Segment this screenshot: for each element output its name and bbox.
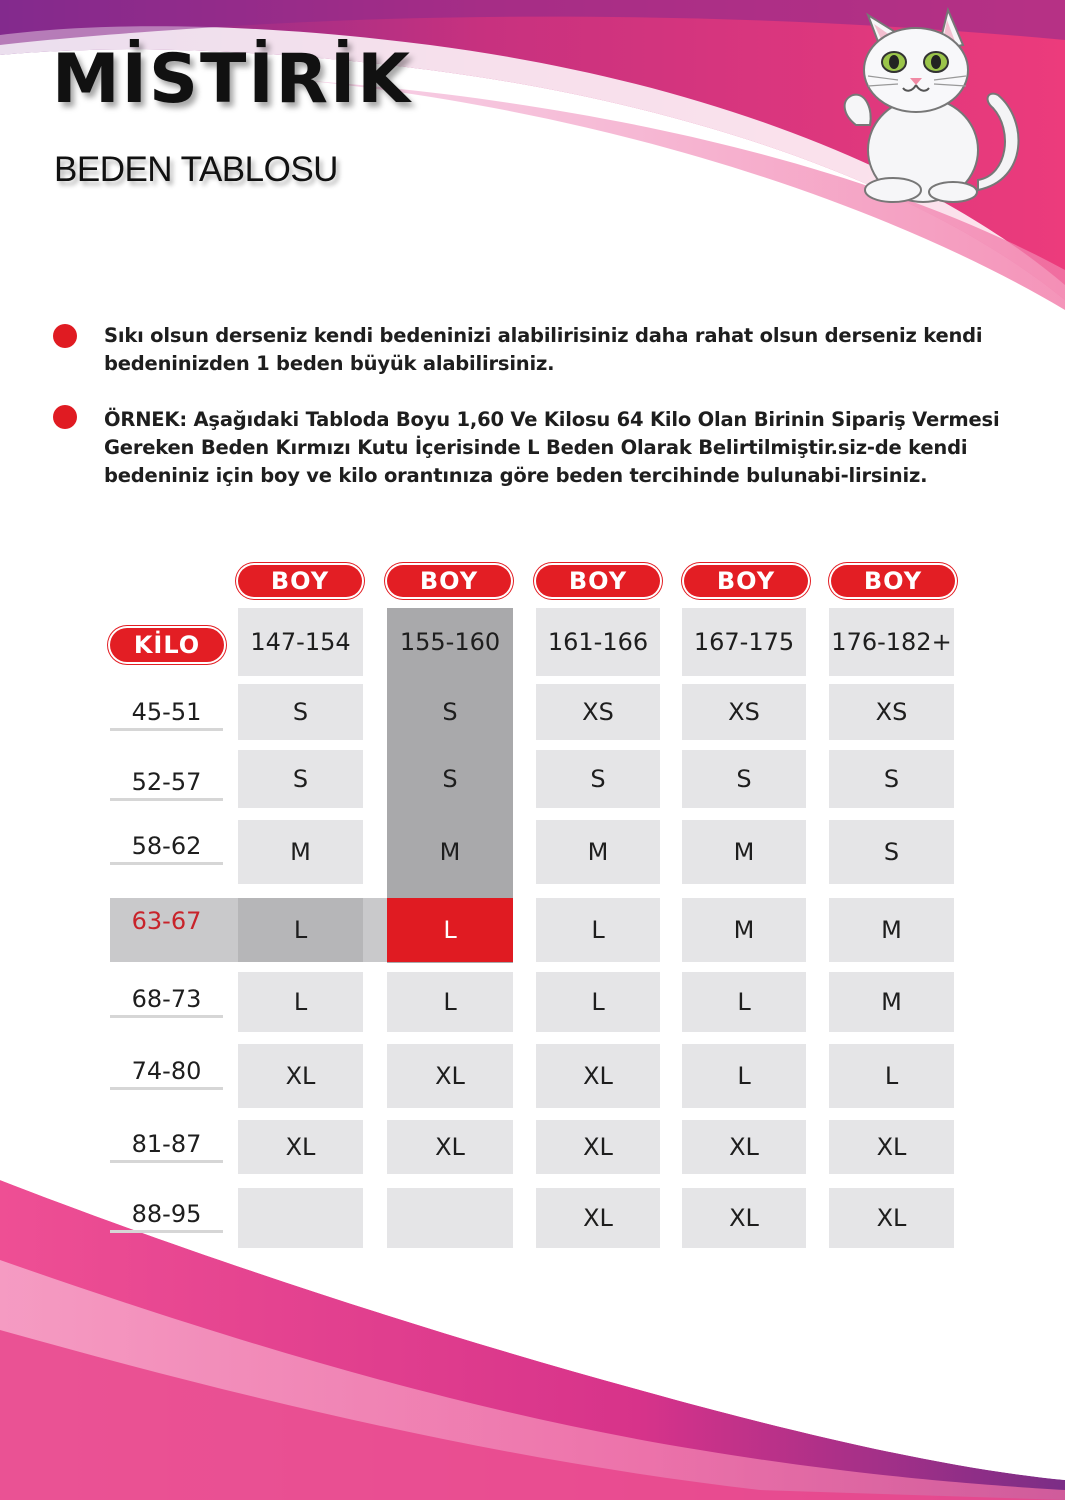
size-cell: XL [536, 1120, 660, 1174]
size-cell: S [238, 750, 363, 808]
size-cell: L [682, 1044, 806, 1108]
size-cell: M [536, 820, 660, 884]
size-cell: M [682, 820, 806, 884]
kilo-label: KİLO [110, 628, 224, 662]
height-header: 161-166 [536, 608, 660, 676]
size-cell: XL [238, 1044, 363, 1108]
size-cell: S [682, 750, 806, 808]
size-cell: S [829, 820, 954, 884]
boy-label: BOY [387, 565, 511, 597]
size-cell: XL [829, 1120, 954, 1174]
boy-label: BOY [238, 565, 362, 597]
size-cell: S [387, 750, 513, 808]
size-cell: L [829, 1044, 954, 1108]
note-text-1: Sıkı olsun derseniz kendi bedeninizi alabilirisiniz daha rahat olsun derseniz kendi bedeninizden 1 beden büyük alabilirsiniz. [104, 324, 983, 375]
size-cell: M [387, 820, 513, 884]
size-cell: XS [829, 684, 954, 740]
kilo-row-label: 74-80 [110, 1057, 223, 1090]
height-header: 176-182+ [829, 608, 954, 676]
size-cell: S [536, 750, 660, 808]
size-cell: S [387, 684, 513, 740]
size-cell: M [238, 820, 363, 884]
size-cell: XL [829, 1188, 954, 1248]
size-cell: XL [682, 1188, 806, 1248]
height-header: 147-154 [238, 608, 363, 676]
page-subtitle: BEDEN TABLOSU [54, 150, 338, 189]
size-cell: XL [682, 1120, 806, 1174]
size-cell: XL [536, 1188, 660, 1248]
size-cell: L [238, 972, 363, 1032]
size-cell: S [829, 750, 954, 808]
boy-label: BOY [536, 565, 660, 597]
size-cell: XS [536, 684, 660, 740]
size-cell-highlighted: L [387, 898, 513, 962]
height-header: 155-160 [387, 608, 513, 676]
kilo-row-label: 88-95 [110, 1200, 223, 1233]
bullet-dot-icon [53, 405, 77, 429]
size-cell: S [238, 684, 363, 740]
size-cell: L [682, 972, 806, 1032]
kilo-row-label-highlighted: 63-67 [131, 907, 202, 935]
size-cell: L [536, 972, 660, 1032]
size-cell [387, 1188, 513, 1248]
size-cell: L [238, 898, 363, 962]
size-cell: L [536, 898, 660, 962]
size-cell: M [829, 898, 954, 962]
kilo-row-label: 81-87 [110, 1130, 223, 1163]
kilo-row-label: 52-57 [110, 768, 223, 801]
boy-label: BOY [684, 565, 808, 597]
size-cell: XL [536, 1044, 660, 1108]
kilo-row-label: 68-73 [110, 985, 223, 1018]
brand-logo: MİSTİRİK [52, 40, 412, 119]
size-cell: M [829, 972, 954, 1032]
size-cell: XL [387, 1044, 513, 1108]
size-cell [238, 1188, 363, 1248]
size-cell: XS [682, 684, 806, 740]
bullet-dot-icon [53, 324, 77, 348]
kilo-row-label: 58-62 [110, 832, 223, 865]
size-cell: XL [238, 1120, 363, 1174]
note-text-2: ÖRNEK: Aşağıdaki Tabloda Boyu 1,60 Ve Kilosu 64 Kilo Olan Birinin Sipariş Vermesi Gereken Beden Kırmızı Kutu İçerisinde L Beden Olarak Belirtilmiştir.siz-de kendi bedeniniz için boy ve kilo orantınıza göre beden tercihinde bulunabi-lirsiniz. [104, 408, 1000, 487]
kilo-row-label: 45-51 [110, 698, 223, 731]
height-header: 167-175 [682, 608, 806, 676]
size-cell: XL [387, 1120, 513, 1174]
cat-mascot-icon [828, 0, 1028, 210]
boy-label: BOY [831, 565, 955, 597]
size-cell: L [387, 972, 513, 1032]
size-cell: M [682, 898, 806, 962]
